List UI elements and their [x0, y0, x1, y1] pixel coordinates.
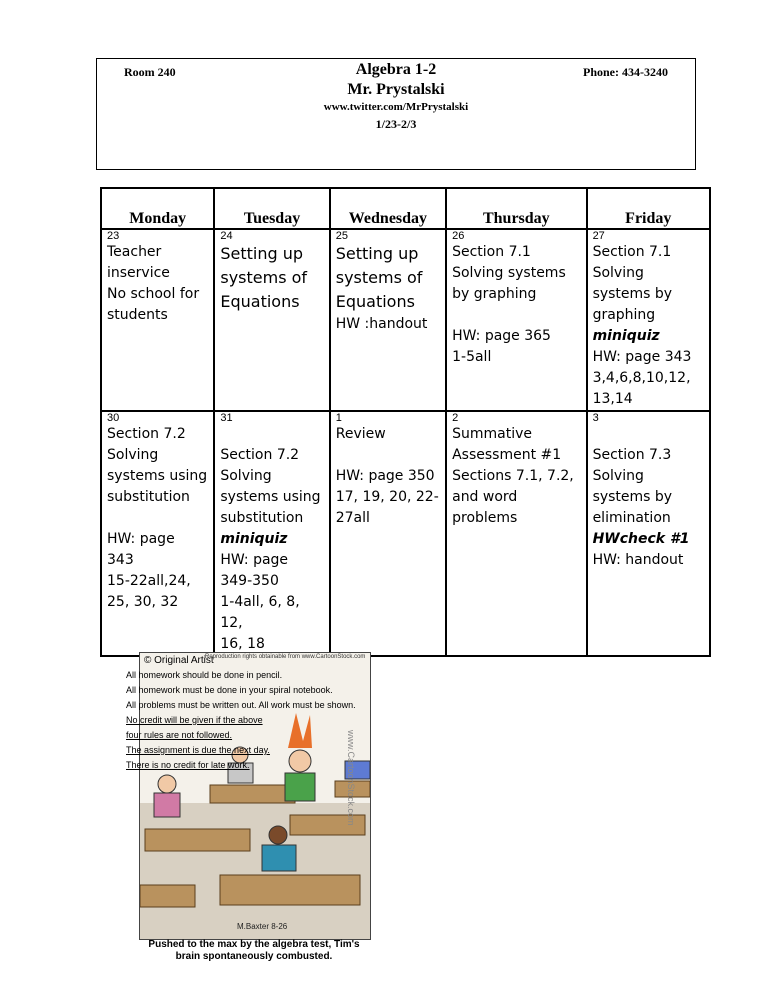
day-number: 1 — [335, 412, 342, 424]
day-text: Section 7.2 Solving systems using substitution HW: page 343 15-22all,24, 25, 30, 32 — [107, 426, 208, 610]
day-number: 27 — [592, 230, 605, 242]
day-text: Summative Assessment #1 Sections 7.1, 7.2, and word problems — [452, 426, 574, 526]
day-cell — [587, 411, 710, 656]
course-title: Algebra 1-2 — [355, 61, 437, 78]
day-number: 23 — [107, 230, 120, 242]
day-number: 30 — [107, 412, 120, 424]
homework-rules — [126, 668, 356, 773]
day-topic: Setting up systems of Equations — [335, 244, 423, 311]
cartoon-stock-notice: Reproduction rights obtainable from www.CartoonStock.com — [205, 654, 366, 660]
day-cell — [330, 411, 446, 656]
day-cell — [446, 229, 586, 411]
day-cell — [446, 411, 586, 656]
day-text: Teacher inservice No school for students — [107, 244, 200, 323]
day-text: Section 7.3 Solving systems by elimination — [592, 447, 673, 526]
day-cell — [214, 229, 329, 411]
day-cell — [587, 229, 710, 411]
week-row-2 — [101, 411, 710, 656]
day-topic: Setting up systems of Equations — [220, 244, 308, 311]
calendar-table — [100, 187, 711, 657]
day-text: Section 7.1 Solving systems by graphing HW: page 365 1-5all — [452, 244, 566, 365]
date-range: 1/23-2/3 — [375, 117, 417, 131]
calendar-header-row — [101, 188, 710, 229]
day-text: Review HW: page 350 17, 19, 20, 22- 27all — [335, 426, 439, 526]
day-header-wednesday: Wednesday — [330, 188, 446, 229]
rule-line: The assignment is due the next day. — [126, 745, 270, 755]
rule-line: four rules are not followed. — [126, 730, 233, 740]
day-cell — [330, 229, 446, 411]
week-row-1 — [101, 229, 710, 411]
day-number: 25 — [335, 230, 348, 242]
day-cell — [101, 411, 214, 656]
day-number: 3 — [592, 412, 599, 424]
day-number: 24 — [220, 230, 233, 242]
cartoon-signature: M.Baxter 8-26 — [237, 922, 288, 931]
phone-number: Phone: 434-3240 — [583, 65, 668, 79]
rule-line: All homework should be done in pencil. — [126, 670, 283, 680]
day-number: 31 — [220, 412, 233, 424]
day-number: 26 — [452, 230, 465, 242]
class-header — [96, 58, 696, 170]
day-header-friday: Friday — [587, 188, 710, 229]
rule-line: All problems must be written out. All work must be shown. — [126, 700, 356, 710]
day-homework: HW: handout — [592, 552, 684, 568]
day-homework: HW: page 343 3,4,6,8,10,12, 13,14 — [592, 349, 692, 407]
twitter-link[interactable]: www.twitter.com/MrPrystalski — [323, 101, 469, 113]
day-highlight: miniquiz — [592, 328, 660, 344]
rule-line: All homework must be done in your spiral notebook. — [126, 685, 333, 695]
rule-line: There is no credit for late work. — [126, 760, 250, 770]
teacher-name: Mr. Prystalski — [347, 81, 445, 98]
room-number: Room 240 — [124, 65, 176, 79]
rule-line: No credit will be given if the above — [126, 715, 263, 725]
day-header-tuesday: Tuesday — [214, 188, 329, 229]
day-highlight: miniquiz — [220, 531, 288, 547]
cartoon-side-text: www.CartoonStock.com — [346, 730, 356, 826]
day-highlight: HWcheck #1 — [592, 531, 690, 547]
day-text: HW :handout — [335, 316, 428, 332]
day-cell — [101, 229, 214, 411]
day-header-monday: Monday — [101, 188, 214, 229]
cartoon-caption: Pushed to the max by the algebra test, Tim's brain spontaneously combusted. — [148, 939, 360, 962]
day-text: Section 7.2 Solving systems using substitution — [220, 447, 321, 526]
day-text: Section 7.1 Solving systems by graphing — [592, 244, 673, 323]
cartoon-credit: © Original Artist — [144, 655, 214, 666]
day-header-thursday: Thursday — [446, 188, 586, 229]
day-number: 2 — [452, 412, 459, 424]
day-homework: HW: page 349-350 1-4all, 6, 8, 12, 16, 18 — [220, 552, 300, 652]
day-cell — [214, 411, 329, 656]
